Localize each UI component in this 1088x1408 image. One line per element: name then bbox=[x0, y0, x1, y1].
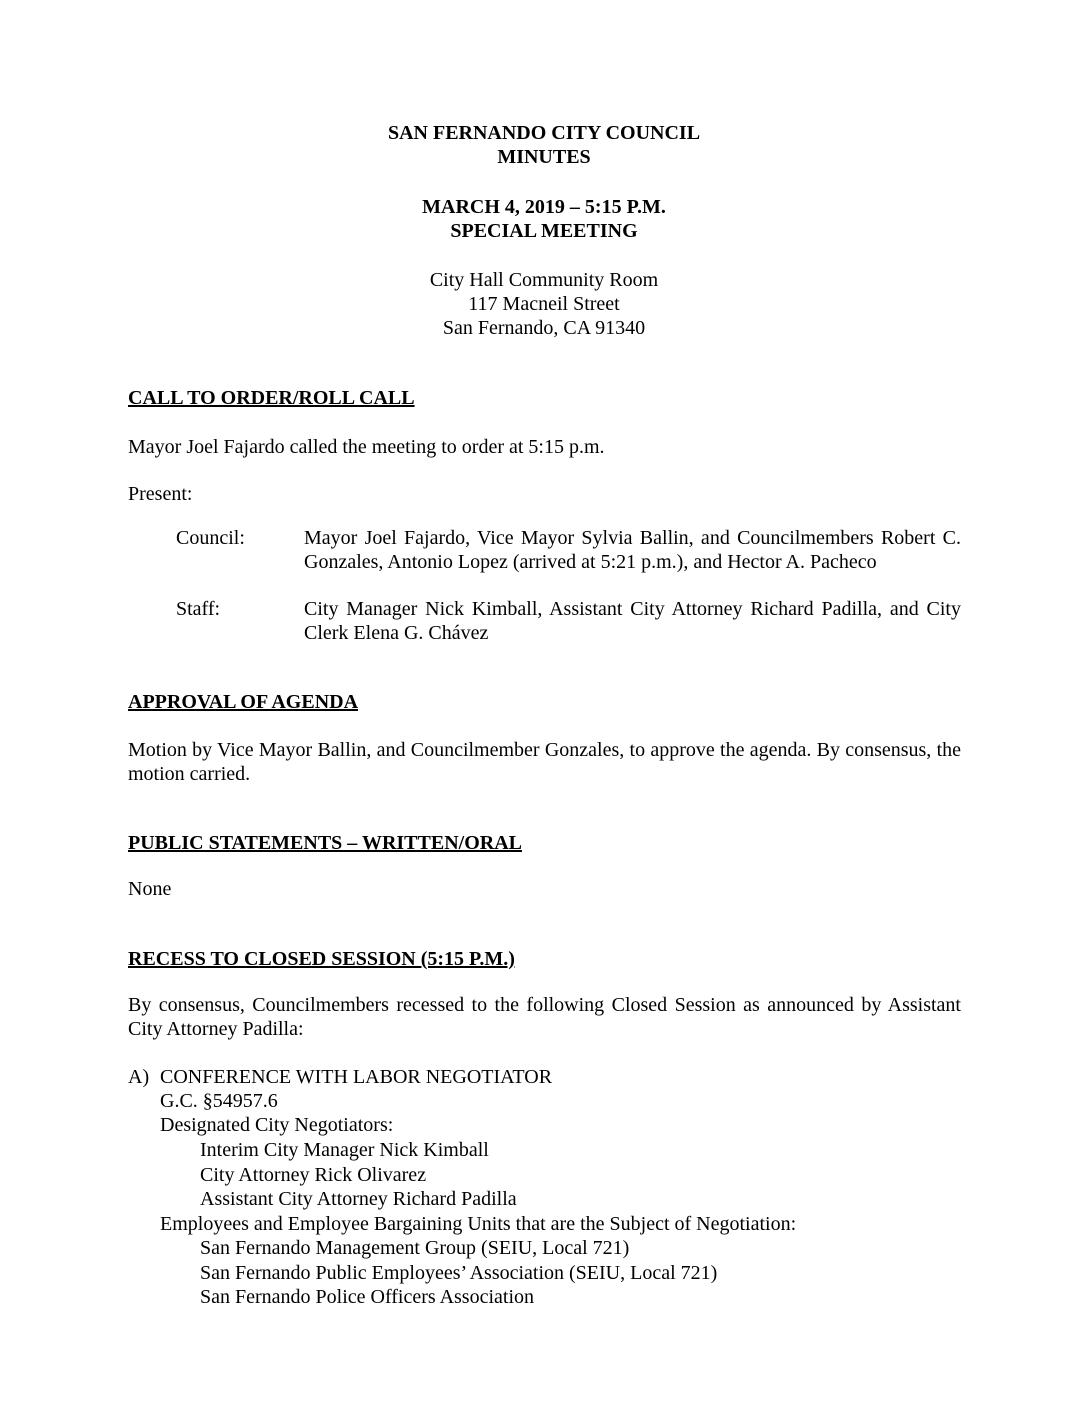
present-label: Present: bbox=[128, 483, 193, 505]
location-line: City Hall Community Room bbox=[429, 269, 659, 291]
code-reference: G.C. §54957.6 bbox=[160, 1090, 278, 1112]
section-heading: PUBLIC STATEMENTS – WRITTEN/ORAL bbox=[128, 832, 522, 854]
location-line: 117 Macneil Street bbox=[468, 293, 620, 315]
document-title: SAN FERNANDO CITY COUNCIL bbox=[387, 122, 701, 144]
paragraph: Motion by Vice Mayor Ballin, and Councilmember Gonzales, to approve the agenda. By consensus, the motion carried. bbox=[128, 739, 961, 785]
section-heading: RECESS TO CLOSED SESSION (5:15 P.M.) bbox=[128, 948, 515, 970]
list-item: Assistant City Attorney Richard Padilla bbox=[200, 1188, 517, 1210]
staff-members: City Manager Nick Kimball, Assistant City Attorney Richard Padilla, and City Clerk Elena G. Chávez bbox=[304, 598, 961, 644]
meeting-date: MARCH 4, 2019 – 5:15 P.M. bbox=[422, 196, 666, 218]
negotiators-label: Designated City Negotiators: bbox=[160, 1114, 394, 1136]
list-item: San Fernando Management Group (SEIU, Local 721) bbox=[200, 1237, 630, 1259]
section-heading: APPROVAL OF AGENDA bbox=[128, 691, 359, 713]
list-item: San Fernando Police Officers Association bbox=[200, 1286, 535, 1308]
document-subtitle: MINUTES bbox=[497, 146, 591, 168]
paragraph: None bbox=[128, 878, 172, 900]
paragraph: Mayor Joel Fajardo called the meeting to order at 5:15 p.m. bbox=[128, 436, 605, 458]
location-line: San Fernando, CA 91340 bbox=[442, 317, 646, 339]
paragraph: By consensus, Councilmembers recessed to the following Closed Session as announced by Assistant City Attorney Padilla: bbox=[128, 994, 961, 1040]
item-marker: A) bbox=[128, 1066, 150, 1088]
council-label: Council: bbox=[176, 527, 245, 549]
list-item: San Fernando Public Employees’ Association (SEIU, Local 721) bbox=[200, 1262, 718, 1284]
list-item: City Attorney Rick Olivarez bbox=[200, 1164, 427, 1186]
council-members: Mayor Joel Fajardo, Vice Mayor Sylvia Ballin, and Councilmembers Robert C. Gonzales, Antonio Lopez (arrived at 5:21 p.m.), and Hector A. Pacheco bbox=[304, 527, 961, 573]
section-heading: CALL TO ORDER/ROLL CALL bbox=[128, 387, 415, 409]
units-label: Employees and Employee Bargaining Units that are the Subject of Negotiation: bbox=[160, 1213, 797, 1235]
list-item: Interim City Manager Nick Kimball bbox=[200, 1139, 489, 1161]
meeting-type: SPECIAL MEETING bbox=[450, 220, 638, 242]
staff-label: Staff: bbox=[176, 598, 221, 620]
item-title: CONFERENCE WITH LABOR NEGOTIATOR bbox=[160, 1066, 553, 1088]
